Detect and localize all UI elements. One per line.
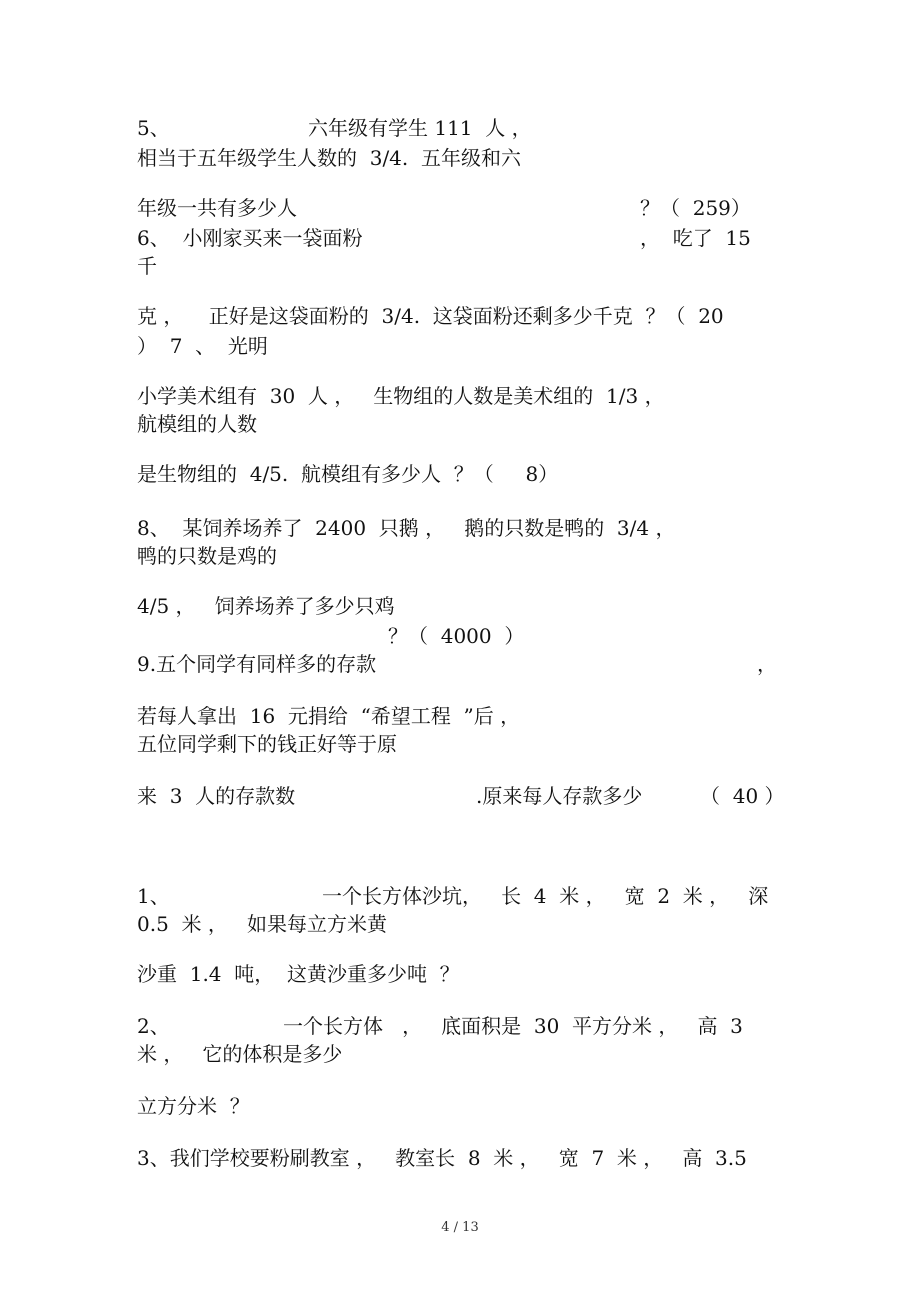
- text-segment: 千: [137, 254, 157, 278]
- text-segment: 五位同学剩下的钱正好等于原: [137, 732, 397, 756]
- text-segment: 0.5 米 ， 如果每立方米黄: [137, 912, 387, 936]
- text-segment: 航模组的人数: [137, 412, 257, 436]
- text-segment: 6、 小刚家买来一袋面粉: [137, 226, 363, 250]
- text-segment: 是生物组的 4/5. 航模组有多少人 ？（ 8）: [137, 462, 559, 486]
- text-segment: 4/5 ， 饲养场养了多少只鸡: [137, 594, 395, 618]
- text-segment: 来 3 人的存款数: [137, 784, 296, 808]
- text-segment: .原来每人存款多少: [476, 784, 643, 808]
- text-segment: 5、: [137, 116, 170, 140]
- text-line: [0, 1014, 920, 1038]
- text-line: [0, 1042, 920, 1066]
- text-segment: 沙重 1.4 吨， 这黄沙重多少吨 ？: [137, 962, 460, 986]
- text-segment: 1、: [137, 884, 170, 908]
- text-segment: ？（ 259）: [640, 196, 751, 220]
- text-segment: 克 ， 正好是这袋面粉的 3/4. 这袋面粉还剩多少千克 ？（ 20: [137, 304, 724, 328]
- text-segment: 立方分米 ？: [137, 1094, 250, 1118]
- text-segment: 8、 某饲养场养了 2400 只鹅 ， 鹅的只数是鸭的 3/4 ，: [137, 516, 676, 540]
- text-line: [0, 412, 920, 436]
- text-segment: ，: [757, 652, 777, 676]
- text-line: [0, 196, 920, 220]
- text-line: [0, 516, 920, 540]
- text-segment: 米 ， 它的体积是多少: [137, 1042, 343, 1066]
- text-line: [0, 962, 920, 986]
- page-number: 4 / 13: [441, 1220, 479, 1235]
- text-segment: ， 吃了 15: [640, 226, 751, 250]
- text-line: [0, 462, 920, 486]
- text-segment: 相当于五年级学生人数的 3/4. 五年级和六: [137, 146, 521, 170]
- text-line: [0, 544, 920, 568]
- text-segment: 3、我们学校要粉刷教室 ， 教室长 8 米 ， 宽 7 米 ， 高 3.5: [137, 1146, 747, 1170]
- text-line: [0, 1146, 920, 1170]
- text-line: [0, 226, 920, 250]
- text-line: [0, 704, 920, 728]
- text-line: [0, 254, 920, 278]
- text-line: [0, 652, 920, 676]
- text-line: [0, 384, 920, 408]
- text-line: [0, 116, 920, 140]
- text-segment: 2、: [137, 1014, 170, 1038]
- text-segment: 鸭的只数是鸡的: [137, 544, 277, 568]
- text-segment: 六年级有学生 111 人 ，: [308, 116, 532, 140]
- text-segment: 小学美术组有 30 人 ， 生物组的人数是美术组的 1/3 ，: [137, 384, 665, 408]
- text-line: [0, 334, 920, 358]
- text-line: [0, 1094, 920, 1118]
- text-line: [0, 884, 920, 908]
- text-line: [0, 594, 920, 618]
- text-segment: ） 7 、 光明: [137, 334, 268, 358]
- text-segment: （ 40 ）: [700, 784, 785, 808]
- text-segment: ？（ 4000 ）: [388, 624, 525, 648]
- text-segment: 若每人拿出 16 元捐给 “希望工程 ”后 ，: [137, 704, 521, 728]
- text-line: [0, 624, 920, 648]
- text-segment: 年级一共有多少人: [137, 196, 297, 220]
- text-line: [0, 912, 920, 936]
- text-segment: 9.五个同学有同样多的存款: [137, 652, 377, 676]
- text-line: [0, 784, 920, 808]
- text-line: [0, 732, 920, 756]
- text-segment: 一个长方体 ， 底面积是 30 平方分米 ， 高 3: [283, 1014, 743, 1038]
- text-line: [0, 146, 920, 170]
- text-line: [0, 304, 920, 328]
- text-segment: 一个长方体沙坑， 长 4 米 ， 宽 2 米 ， 深: [322, 884, 769, 908]
